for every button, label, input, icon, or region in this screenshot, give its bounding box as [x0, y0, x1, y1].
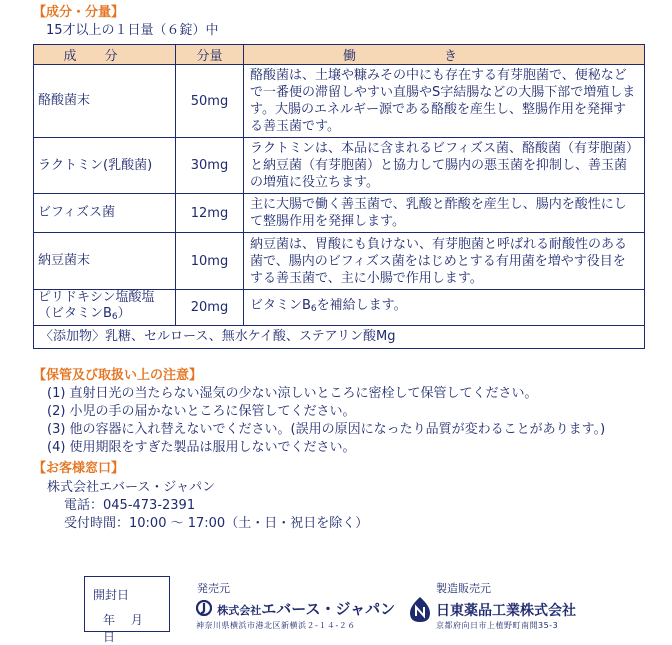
ingredient-amount: 30mg: [176, 138, 244, 194]
daily-dose-note: 15才以上の１日量（６錠）中: [46, 23, 219, 38]
opened-date-fields: 年 月 日: [103, 613, 149, 644]
list-item: (2) 小児の手の届かないところに保管してください。: [47, 404, 356, 419]
additives-row: [34, 326, 645, 349]
seller-address: 神奈川県横浜市港北区新横浜２-１４-２６: [196, 621, 356, 630]
ingredient-name: ビフィズス菌: [34, 194, 176, 233]
header-amount: 分量: [176, 45, 244, 65]
ingredient-amount: 10mg: [176, 233, 244, 290]
table-row: [34, 290, 645, 326]
ingredient-name: ラクトミン(乳酸菌): [34, 138, 176, 194]
header-action: 働き: [244, 45, 645, 65]
maker-address: 京都府向日市上植野町南開35-3: [436, 621, 559, 630]
ingredient-name: 酪酸菌末: [34, 65, 176, 138]
ingredient-description: ラクトミンは、本品に含まれるビフィズス菌、酪酸菌（有芽胞菌）と納豆菌（有芽胞菌）と協力して腸内の悪玉菌を抑制し、善玉菌の増殖に役立ちます。: [244, 138, 645, 194]
seller-name: エバース・ジャパン: [261, 600, 396, 618]
table-row: [34, 138, 645, 194]
opened-date-label: 開封日: [93, 588, 130, 602]
ingredient-description: 納豆菌は、胃酸にも負けない、有芽胞菌と呼ばれる耐酸性のある菌で、腸内のビフィズス菌をはじめとする有用菌を増やす役目をする善玉菌で、主に小腸で作用します。: [244, 233, 645, 290]
ingredient-description: ビタミン$B_6$を補給します。: [244, 290, 645, 326]
table-row: [34, 194, 645, 233]
contact-hours: 受付時間：10:00 〜 17:00（土・日・祝日を除く）: [64, 516, 369, 531]
ingredient-description: 酪酸菌は、土壌や糠みその中にも存在する有芽胞菌で、便秘などで一番便の滞留しやすい直腸やS字結腸などの大腸下部で増殖します。大腸のエネルギー源である酪酸を産生し、整腸作用を発揮する善玉菌です。: [244, 65, 645, 138]
opened-date-box: [84, 576, 170, 644]
list-item: (1) 直射日光の当たらない湿気の少ない涼しいところに密栓して保管してください。: [47, 386, 538, 401]
maker-mark-icon: [408, 596, 432, 624]
maker-label: 製造販売元: [436, 582, 491, 595]
header-name: 成分: [34, 45, 176, 65]
table-header-row: [34, 45, 645, 65]
ingredients-table: [33, 44, 645, 349]
ingredient-amount: 20mg: [176, 290, 244, 326]
ingredient-name: 納豆菌末: [34, 233, 176, 290]
storage-heading: 【保管及び取扱い上の注意】: [33, 368, 203, 383]
ingredient-description: 主に大腸で働く善玉菌で、乳酸と酢酸を産生し、腸内を酸性にして整腸作用を発揮します。: [244, 194, 645, 233]
table-row: [34, 233, 645, 290]
list-item: (3) 他の容器に入れ替えないでください。(誤用の原因になったり品質が変わることがあります。): [47, 422, 606, 437]
seller-mark-icon: [196, 600, 212, 616]
additives-text: 〈添加物〉乳糖、セルロース、無水ケイ酸、ステアリン酸Mg: [34, 326, 645, 349]
vitamin-name-line1: ピリドキシン塩酸塩: [38, 290, 155, 305]
maker-name: 日東薬品工業株式会社: [436, 603, 576, 619]
seller-logo: [196, 598, 395, 619]
contact-heading: 【お客様窓口】: [33, 461, 125, 476]
contact-company: 株式会社エバース・ジャパン: [47, 480, 216, 495]
ingredient-amount: 12mg: [176, 194, 244, 233]
ingredients-heading: 【成分・分量】: [33, 5, 125, 20]
ingredient-amount: 50mg: [176, 65, 244, 138]
ingredient-name: [34, 290, 176, 326]
storage-list: [47, 385, 605, 457]
table-row: [34, 65, 645, 138]
list-item: (4) 使用期限をすぎた製品は服用しないでください。: [47, 440, 356, 455]
contact-phone: 電話：045-473-2391: [64, 498, 196, 513]
seller-prefix: 株式会社: [217, 604, 262, 617]
vitamin-name-line2: （ビタミン$B_6$）: [38, 306, 131, 322]
seller-label: 発売元: [197, 582, 230, 595]
